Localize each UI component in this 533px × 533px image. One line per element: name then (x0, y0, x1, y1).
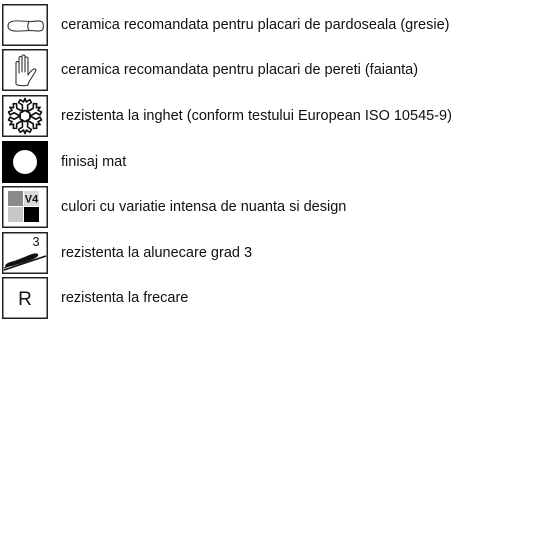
hand-icon (2, 49, 48, 91)
legend-label: ceramica recomandata pentru placari de pereti (faianta) (61, 62, 419, 79)
legend-label: rezistenta la frecare (61, 290, 189, 307)
abrasion-resistance-icon (2, 277, 48, 319)
legend-row-wall (2, 48, 522, 94)
shoe-sole-icon (2, 4, 48, 46)
legend-row-variation (2, 184, 522, 230)
legend-row-abrasion (2, 276, 522, 322)
color-variation-icon (2, 186, 48, 228)
tile-properties-legend (2, 2, 522, 321)
legend-row-floor (2, 2, 522, 48)
legend-label: rezistenta la inghet (conform testului European ISO 10545-9) (61, 107, 452, 124)
slip-grade-badge: 3 (32, 233, 40, 249)
matte-finish-icon (2, 141, 48, 183)
legend-label: rezistenta la alunecare grad 3 (61, 244, 253, 261)
slip-resistance-icon (2, 232, 48, 274)
snowflake-icon (2, 95, 48, 137)
legend-row-slip (2, 230, 522, 276)
legend-row-matte (2, 139, 522, 185)
legend-label: finisaj mat (61, 153, 127, 170)
legend-label: ceramica recomandata pentru placari de pardoseala (gresie) (61, 16, 450, 33)
legend-row-frost (2, 93, 522, 139)
abrasion-badge: R (18, 289, 32, 311)
variation-badge: V4 (24, 193, 39, 206)
legend-label: culori cu variatie intensa de nuanta si design (61, 199, 347, 216)
